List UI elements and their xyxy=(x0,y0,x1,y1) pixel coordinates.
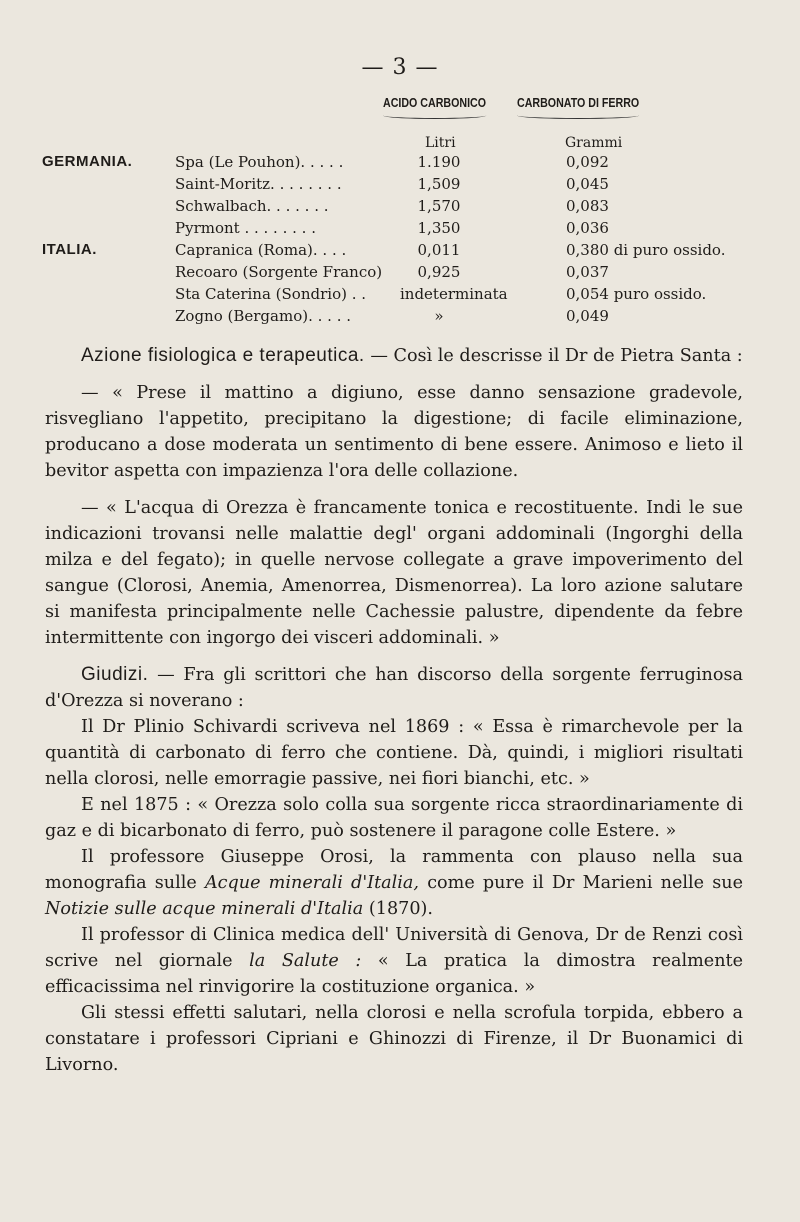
section-heading-azione: Azione fisiologica e terapeutica. xyxy=(81,345,365,366)
grammi-value: 0,045 xyxy=(566,175,609,193)
grammi-value: 0,083 xyxy=(566,197,609,215)
paragraph-final: Gli stessi effetti salutari, nella clorosi e nella scrofula torpida, ebbero a constatare i professori Cipriani e Ghinozzi di Firenze, il Dr Buonamici di Livorno. xyxy=(45,1003,743,1075)
country-label: ITALIA. xyxy=(42,241,97,258)
unit-litri: Litri xyxy=(425,135,456,151)
quote-paragraph-2: — « L'acqua di Orezza è francamente tonica e recostituente. Indi le sue indicazioni trovansi nelle malattie degl' organi addominali (Ingorghi della milza e del fegato); in quelle nervose collegate a grave impoverimento del sangue (Clorosi, Anemia, Amenorrea, Dismenorrea). La loro azione salutare si manifesta principalmente nelle Cachessie palustre, dipendente da febre intermittente con ingorgo dei visceri addominali. » xyxy=(45,498,743,648)
grammi-value: 0,036 xyxy=(566,219,609,237)
column-header-label: CARBONATO DI FERRO xyxy=(517,95,640,110)
litri-value: 1.190 xyxy=(417,153,461,171)
table-row xyxy=(0,175,800,197)
orosi-text-b: come pure il Dr Marieni nelle sue xyxy=(427,873,744,893)
litri-value: 1,509 xyxy=(417,175,461,193)
renzi-text-a: Il professor di Clinica medica dell' Università di Genova, Dr de Renzi così scrive nel giornale xyxy=(45,925,743,971)
orosi-text-c: (1870). xyxy=(368,899,433,919)
giudizi-intro: — Fra gli scrittori che han discorso della sorgente ferruginosa d'Orezza si noverano : xyxy=(45,665,744,711)
grammi-value: 0,054 puro ossido. xyxy=(566,285,707,303)
grammi-value: 0,380 di puro ossido. xyxy=(566,241,726,259)
spring-name: Spa (Le Pouhon). . . . . xyxy=(175,153,344,171)
swash-ornament xyxy=(517,112,639,119)
azione-intro: — Così le descrisse il Dr de Pietra Santa : xyxy=(370,346,743,366)
spring-name: Schwalbach. . . . . . . xyxy=(175,197,329,215)
spring-name: Zogno (Bergamo). . . . . xyxy=(175,307,352,325)
litri-value: » xyxy=(434,307,444,325)
spring-name: Sta Caterina (Sondrio) . . xyxy=(175,285,367,303)
paragraph-1875: E nel 1875 : « Orezza solo colla sua sorgente ricca straordinariamente di gaz e di bicarbonato di ferro, può sostenere il paragone colle Estere. » xyxy=(45,795,743,841)
journal-title: la Salute : xyxy=(249,951,362,971)
paragraph-schivardi: Il Dr Plinio Schivardi scriveva nel 1869 : « Essa è rimarchevole per la quantità di carbonato di ferro che contiene. Dà, quindi, i migliori risultati nella clorosi, nelle emorragie passive, nei fiori bianchi, etc. » xyxy=(45,717,743,789)
table-row xyxy=(0,241,800,263)
section-heading-giudizi: Giudizi. xyxy=(81,664,149,685)
table-row xyxy=(0,263,800,285)
book-title-acque-minerali: Acque minerali d'Italia, xyxy=(204,873,420,893)
body-text xyxy=(45,343,743,1078)
country-label: GERMANIA. xyxy=(42,153,133,170)
table-row xyxy=(0,197,800,219)
paragraph-renzi xyxy=(45,922,743,1000)
spring-name: Capranica (Roma). . . . xyxy=(175,241,347,259)
grammi-value: 0,037 xyxy=(566,263,609,281)
litri-value: 0,925 xyxy=(417,263,461,281)
column-header-carbonato-di-ferro xyxy=(517,95,639,119)
litri-value: indeterminata xyxy=(400,285,508,303)
table-row xyxy=(0,219,800,241)
swash-ornament xyxy=(383,112,486,119)
table-row xyxy=(0,153,800,175)
paragraph-giudizi xyxy=(45,662,743,714)
litri-value: 1,350 xyxy=(417,219,461,237)
paragraph-orosi xyxy=(45,844,743,922)
spring-name: Pyrmont . . . . . . . . xyxy=(175,219,316,237)
spring-name: Recoaro (Sorgente Franco) xyxy=(175,263,383,281)
renzi-text-b: « La pratica la dimostra realmente efficacissima nel rinvigorire la costituzione organica. » xyxy=(45,951,744,997)
page-number: — 3 — xyxy=(361,55,439,80)
orosi-text-a: Il professore Giuseppe Orosi, la rammenta con plauso nella sua monografia sulle xyxy=(45,847,743,893)
unit-grammi: Grammi xyxy=(565,135,623,151)
column-header-acido-carbonico xyxy=(383,95,486,119)
quote-paragraph-1: — « Prese il mattino a digiuno, esse danno sensazione gradevole, risvegliano l'appetito, precipitano la digestione; di facile eliminazione, producano a dose moderata un sentimento di bene essere. Animoso e lieto il bevitor aspetta con impazienza l'ora delle collazione. xyxy=(45,383,743,481)
column-header-label: ACIDO CARBONICO xyxy=(383,95,487,110)
litri-value: 0,011 xyxy=(417,241,461,259)
table-row xyxy=(0,307,800,329)
grammi-value: 0,092 xyxy=(566,153,609,171)
grammi-value: 0,049 xyxy=(566,307,609,325)
spring-name: Saint-Moritz. . . . . . . . xyxy=(175,175,342,193)
table-row xyxy=(0,285,800,307)
paragraph-azione xyxy=(45,343,743,369)
book-title-notizie: Notizie sulle acque minerali d'Italia xyxy=(45,899,364,919)
litri-value: 1,570 xyxy=(417,197,461,215)
